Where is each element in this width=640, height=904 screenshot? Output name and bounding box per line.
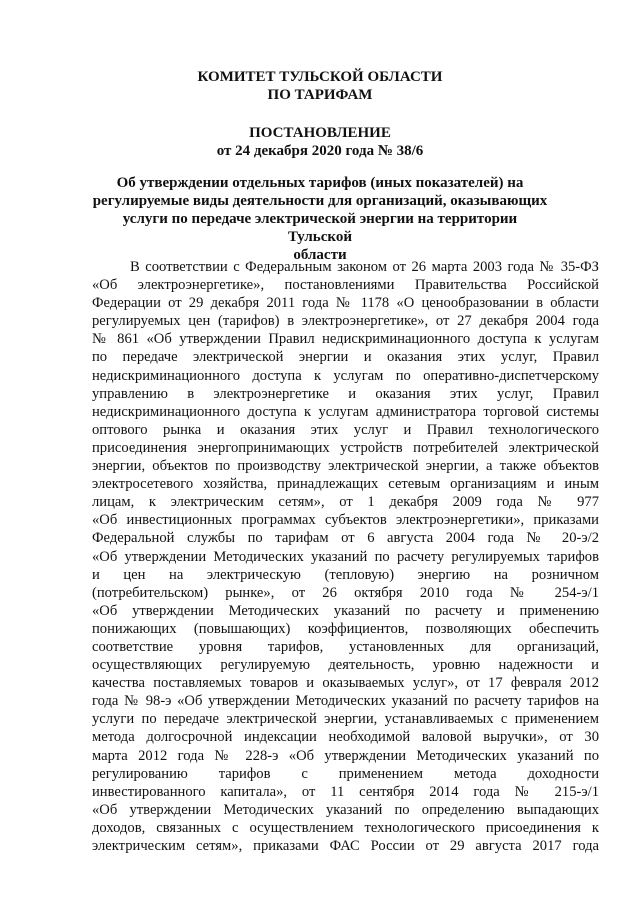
body-line: инвестированного капитала», от 11 сентября 2014 года № 215-э/1 bbox=[92, 783, 599, 800]
body-line: качества поставляемых товаров и оказываемых услуг», от 17 февраля 2012 bbox=[92, 675, 599, 692]
committee-title-line: ПО ТАРИФАМ bbox=[267, 87, 373, 103]
body-line: недискриминационного доступа к услугам по оперативно-диспетчерскому bbox=[92, 367, 599, 384]
subject-line: области bbox=[293, 247, 347, 263]
committee-title-line: КОМИТЕТ ТУЛЬСКОЙ ОБЛАСТИ bbox=[197, 69, 443, 85]
body-line: марта 2012 года № 228-э «Об утверждении Методических указаний по bbox=[92, 747, 599, 764]
body-line: «Об утверждении Методических указаний по расчету регулируемых тарифов bbox=[92, 548, 599, 565]
committee-title bbox=[0, 68, 640, 104]
subject-line: услуги по передаче электрической энергии на территории Тульской bbox=[122, 211, 518, 245]
body-line: Федеральной службы по тарифам от 6 августа 2004 года № 20-э/2 bbox=[92, 530, 599, 547]
subject-line: регулируемые виды деятельности для организаций, оказывающих bbox=[92, 193, 548, 209]
body-line: № 861 «Об утверждении Правил недискриминационного доступа к услугам bbox=[92, 331, 599, 348]
body-line: В соответствии с Федеральным законом от 26 марта 2003 года № 35-ФЗ bbox=[130, 259, 599, 275]
decree-subject bbox=[92, 174, 548, 264]
body-line: по передаче электрической энергии и оказания этих услуг, Правил bbox=[92, 349, 599, 366]
body-line: электросетевого хозяйства, принадлежащих сетевым организациям и иным bbox=[92, 476, 599, 493]
body-line: понижающих (повышающих) коэффициентов, позволяющих обеспечить bbox=[92, 620, 599, 637]
body-line: энергии, объектов по производству электрической энергии, а также объектов bbox=[92, 458, 599, 475]
body-line: «Об электроэнергетике», постановлениями Правительства Российской bbox=[92, 277, 599, 294]
body-line: метода долгосрочной индексации необходимой валовой выручки», от 30 bbox=[92, 729, 599, 746]
decree-title bbox=[0, 124, 640, 160]
body-line: и цен на электрическую (тепловую) энергию на розничном bbox=[92, 566, 599, 583]
body-line: оптового рынка и оказания этих услуг и Правил технологического bbox=[92, 421, 599, 438]
body-line: «Об утверждении Методических указаний по определению выпадающих bbox=[92, 801, 599, 818]
body-line: управлению в электроэнергетике и оказания этих услуг, Правил bbox=[92, 385, 599, 402]
body-line: соответствие уровня тарифов, установленных для организаций, bbox=[92, 638, 599, 655]
body-line: электрическим сетям», приказами ФАС России от 29 августа 2017 года bbox=[92, 838, 599, 854]
body-line: осуществляющих регулируемую деятельность, уровню надежности и bbox=[92, 657, 599, 674]
body-line: присоединения энергопринимающих устройств потребителей электрической bbox=[92, 439, 599, 456]
subject-line: Об утверждении отдельных тарифов (иных показателей) на bbox=[116, 175, 524, 191]
body-line: Федерации от 29 декабря 2011 года № 1178 «О ценообразовании в области bbox=[92, 295, 599, 312]
body-line: недискриминационного доступа к услугам администратора торговой системы bbox=[92, 403, 599, 420]
body-line: (потребительском) рынке», от 26 октября 2010 года № 254-э/1 bbox=[92, 584, 599, 601]
body-line: лицам, к электрическим сетям», от 1 декабря 2009 года № 977 bbox=[92, 494, 599, 511]
body-line: регулированию тарифов с применением метода доходности bbox=[92, 765, 599, 782]
body-line: «Об инвестиционных программах субъектов электроэнергетики», приказами bbox=[92, 512, 599, 529]
body-line: доходов, связанных с осуществлением технологического присоединения к bbox=[92, 819, 599, 836]
body-line: регулируемых цен (тарифов) в электроэнергетике», от 27 декабря 2004 года bbox=[92, 313, 599, 330]
body-line: услуги по передаче электрической энергии, устанавливаемых с применением bbox=[92, 711, 599, 728]
decree-date-number: от 24 декабря 2020 года № 38/6 bbox=[216, 143, 424, 159]
body-line: «Об утверждении Методических указаний по расчету и применению bbox=[92, 602, 599, 619]
body-line: года № 98-э «Об утверждении Методических указаний по расчету тарифов на bbox=[92, 693, 599, 710]
decree-type: ПОСТАНОВЛЕНИЕ bbox=[249, 125, 391, 141]
body-paragraph bbox=[92, 258, 599, 855]
